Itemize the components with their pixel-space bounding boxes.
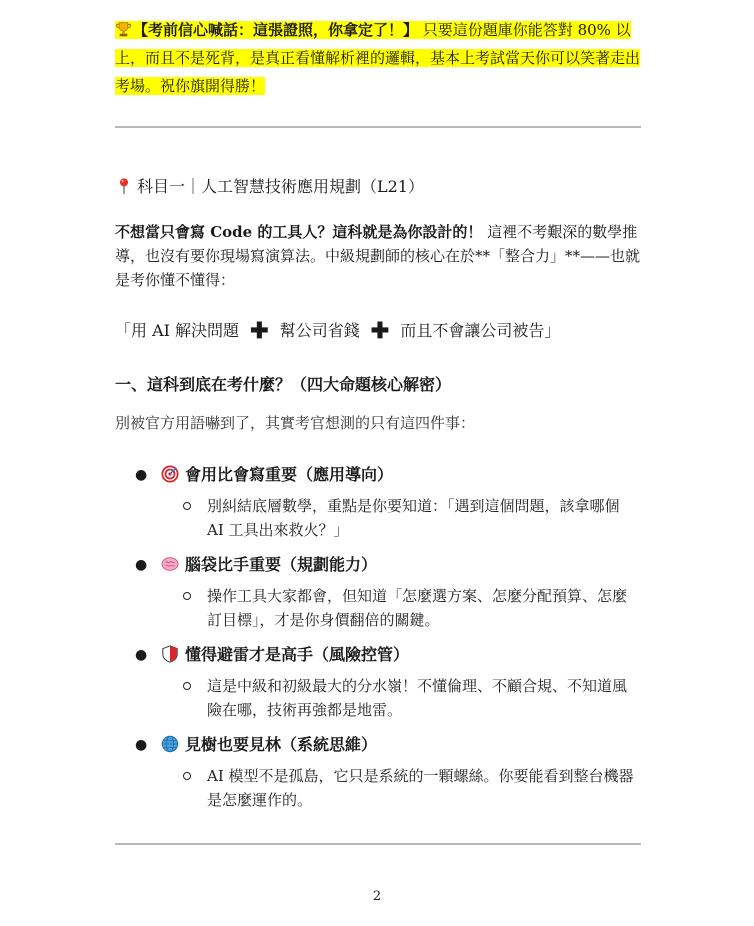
- brain-icon: [161, 555, 179, 573]
- item-title: 會用比會寫重要（應用導向）: [185, 465, 394, 484]
- sub-bullet: [183, 682, 191, 690]
- item-description-text: 這是中級和初級最大的分水嶺！不懂倫理、不顧合規、不知道風險在哪，技術再強都是地雷。: [207, 677, 628, 719]
- bullet: ●: [135, 467, 148, 483]
- plus-icon: ✚: [250, 318, 269, 344]
- intro-bold: 【考前信心喊話：這張證照，你拿定了！】: [133, 21, 419, 39]
- list-item: [135, 732, 641, 812]
- page-number: 2: [372, 889, 382, 904]
- subject-heading: [115, 174, 424, 197]
- bullet: ●: [135, 737, 148, 753]
- divider-top: [115, 126, 641, 128]
- intro-text: 只要這份題庫你能答對 80% 以上，而且不是死背，是真正看懂解析裡的邏輯，基本上考試當天你可以笑著走出考場。祝你旗開得勝！: [115, 21, 641, 95]
- formula-part-3: 而且不會讓公司被告」: [400, 321, 561, 340]
- divider-bottom: [115, 843, 641, 845]
- list-item: [135, 462, 641, 542]
- formula-part-2: 幫公司省錢: [279, 321, 360, 340]
- section-heading: 一、這科到底在考什麼？（四大命題核心解密）: [115, 375, 452, 394]
- trophy-icon: [115, 21, 132, 38]
- item-description: [135, 584, 641, 632]
- item-description: [135, 674, 641, 722]
- bullet: ●: [135, 557, 148, 573]
- item-description-text: 操作工具大家都會，但知道「怎麼選方案、怎麼分配預算、怎麼訂目標」，才是你身價翻倍的關鍵。: [207, 587, 628, 629]
- sub-bullet: [183, 592, 191, 600]
- item-description-text: AI 模型不是孤島，它只是系統的一顆螺絲。你要能看到整台機器是怎麼運作的。: [207, 767, 634, 809]
- formula-part-1: 「用 AI 解決問題: [115, 321, 240, 340]
- section-intro: 別被官方用語嚇到了，其實考官想測的只有這四件事：: [115, 414, 476, 432]
- item-title: 見樹也要見林（系統思維）: [185, 735, 378, 754]
- subject-heading-text: 科目一｜人工智慧技術應用規劃（L21）: [137, 177, 424, 196]
- intro-callout: [115, 16, 641, 100]
- subject-description-bold: 不想當只會寫 Code 的工具人？這科就是為你設計的！: [115, 223, 483, 241]
- sub-bullet: [183, 502, 191, 510]
- core-formula: [115, 318, 560, 344]
- subject-description: [115, 220, 641, 292]
- pushpin-icon: [115, 177, 133, 195]
- list-item: [135, 552, 641, 632]
- list-item: [135, 642, 641, 722]
- core-topics-list: [135, 462, 641, 822]
- shield-icon: [161, 645, 179, 663]
- plus-icon: ✚: [370, 318, 390, 344]
- bullet: ●: [135, 647, 148, 663]
- item-description: [135, 494, 641, 542]
- target-icon: [161, 465, 179, 483]
- item-title: 懂得避雷才是高手（風險控管）: [185, 645, 410, 664]
- item-description-text: 別糾結底層數學，重點是你要知道：「遇到這個問題，該拿哪個 AI 工具出來救火？」: [207, 497, 620, 539]
- item-description: [135, 764, 641, 812]
- subject-description-text: 這裡不考艱深的數學推導，也沒有要你現場寫演算法。中級規劃師的核心在於**「整合力」**——也就是考你懂不懂得：: [115, 223, 641, 289]
- globe-icon: [161, 735, 179, 753]
- item-title: 腦袋比手重要（規劃能力）: [185, 555, 378, 574]
- sub-bullet: [183, 772, 191, 780]
